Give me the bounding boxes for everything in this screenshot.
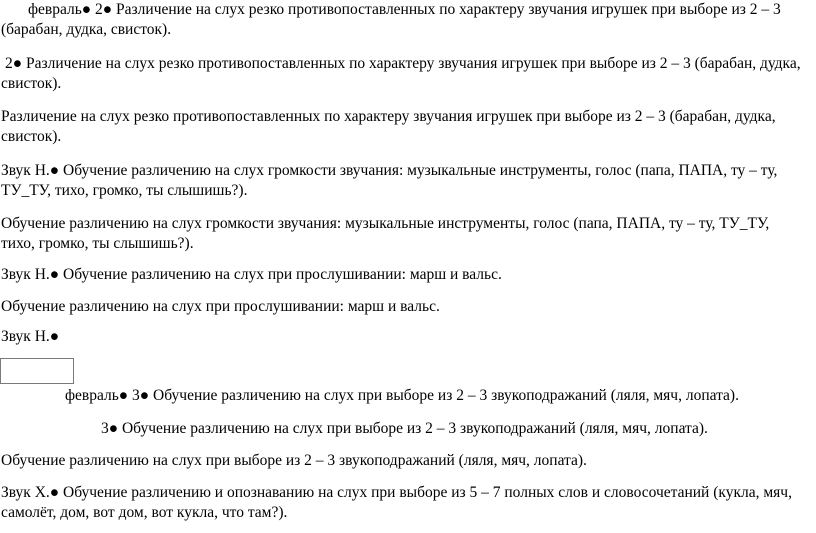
text-line-8: ТУ_ТУ, тихо, громко, ты слышишь?). xyxy=(1,182,248,199)
text-line-12: Обучение различению на слух при прослушивании: марш и вальс. xyxy=(1,298,440,315)
text-line-6: свисток). xyxy=(1,128,62,145)
text-line-16: Обучение различению на слух при выборе из 2 – 3 звукоподражаний (ляля, мяч, лопата). xyxy=(1,452,587,469)
text-line-11: Звук Н.● Обучение различению на слух при прослушивании: марш и вальс. xyxy=(1,266,502,283)
text-line-17: Звук Х.● Обучение различению и опознаванию на слух при выборе из 5 – 7 полных слов и словосочетаний (кукла, мяч, xyxy=(1,484,792,501)
empty-text-box xyxy=(0,358,74,384)
text-line-7: Звук Н.● Обучение различению на слух громкости звучания: музыкальные инструменты, голос (папа, ПАПА, ту – ту, xyxy=(1,162,778,179)
text-line-9: Обучение различению на слух громкости звучания: музыкальные инструменты, голос (папа, ПАПА, ту – ту, ТУ_ТУ, xyxy=(1,215,770,232)
text-line-15: 3● Обучение различению на слух при выборе из 2 – 3 звукоподражаний (ляля, мяч, лопата). xyxy=(101,420,708,437)
text-line-5: Различение на слух резко противопоставленных по характеру звучания игрушек при выборе из 2 – 3 (барабан, дудка, xyxy=(1,108,776,125)
text-line-1: февраль● 2● Различение на слух резко противопоставленных по характеру звучания игрушек при выборе из 2 – 3 xyxy=(28,1,781,18)
text-line-3: 2● Различение на слух резко противопоставленных по характеру звучания игрушек при выборе из 2 – 3 (барабан, дудка, xyxy=(5,55,801,72)
text-line-2: (барабан, дудка, свисток). xyxy=(1,21,172,38)
text-line-18: самолёт, дом, вот дом, вот кукла, что там?). xyxy=(1,504,288,521)
text-line-10: тихо, громко, ты слышишь?). xyxy=(1,235,194,252)
text-line-13: Звук Н.● xyxy=(1,328,60,345)
text-line-14: февраль● 3● Обучение различению на слух при выборе из 2 – 3 звукоподражаний (ляля, мяч, лопата). xyxy=(65,387,739,404)
text-line-4: свисток). xyxy=(1,75,62,92)
